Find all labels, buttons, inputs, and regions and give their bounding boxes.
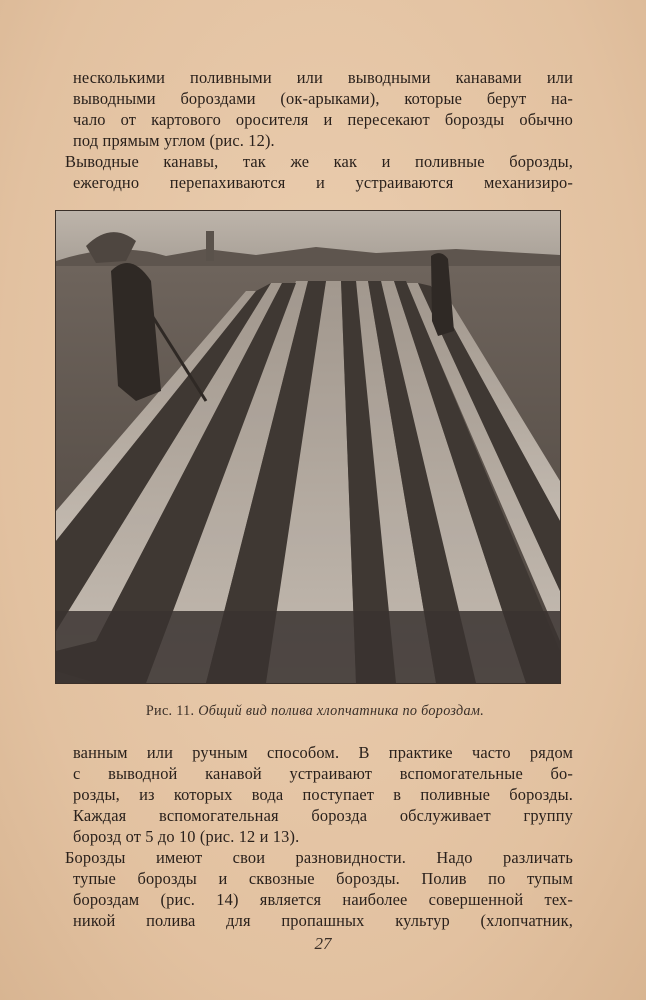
text-line: Каждая вспомогательная борозда обслуживает группу <box>73 806 573 825</box>
text-line: Выводные канавы, так же как и поливные борозды, <box>65 152 573 171</box>
text-line: выводными бороздами (ок-арыками), которые берут на- <box>73 89 573 108</box>
text-line: борозд от 5 до 10 (рис. 12 и 13). <box>73 827 300 846</box>
text-line: ежегодно перепахиваются и устраиваются механизиро- <box>73 173 573 192</box>
text-line: с выводной канавой устраивают вспомогательные бо- <box>73 764 573 783</box>
page-number: 27 <box>314 934 332 953</box>
figure-caption-text: Общий вид полива хлопчатника по бороздам. <box>198 703 485 719</box>
figure-number: Рис. 11. <box>145 703 195 719</box>
text-line: ванным или ручным способом. В практике часто рядом <box>73 743 573 762</box>
bottom-text-block <box>65 742 573 931</box>
text-line: чало от картового оросителя и пересекают борозды обычно <box>73 110 573 129</box>
text-line: несколькими поливными или выводными канавами или <box>73 68 573 87</box>
figure-caption <box>55 703 575 720</box>
cotton-irrigation-photo <box>55 210 561 684</box>
text-line: тупые борозды и сквозные борозды. Полив по тупым <box>73 869 573 888</box>
top-text-block <box>65 67 573 193</box>
text-line: никой полива для пропашных культур (хлопчатник, <box>73 911 573 930</box>
text-line: под прямым углом (рис. 12). <box>73 131 275 150</box>
text-line: Борозды имеют свои разновидности. Надо различать <box>65 848 573 867</box>
text-line: бороздам (рис. 14) является наиболее совершенной тех- <box>73 890 573 909</box>
text-line: розды, из которых вода поступает в поливные борозды. <box>73 785 573 804</box>
